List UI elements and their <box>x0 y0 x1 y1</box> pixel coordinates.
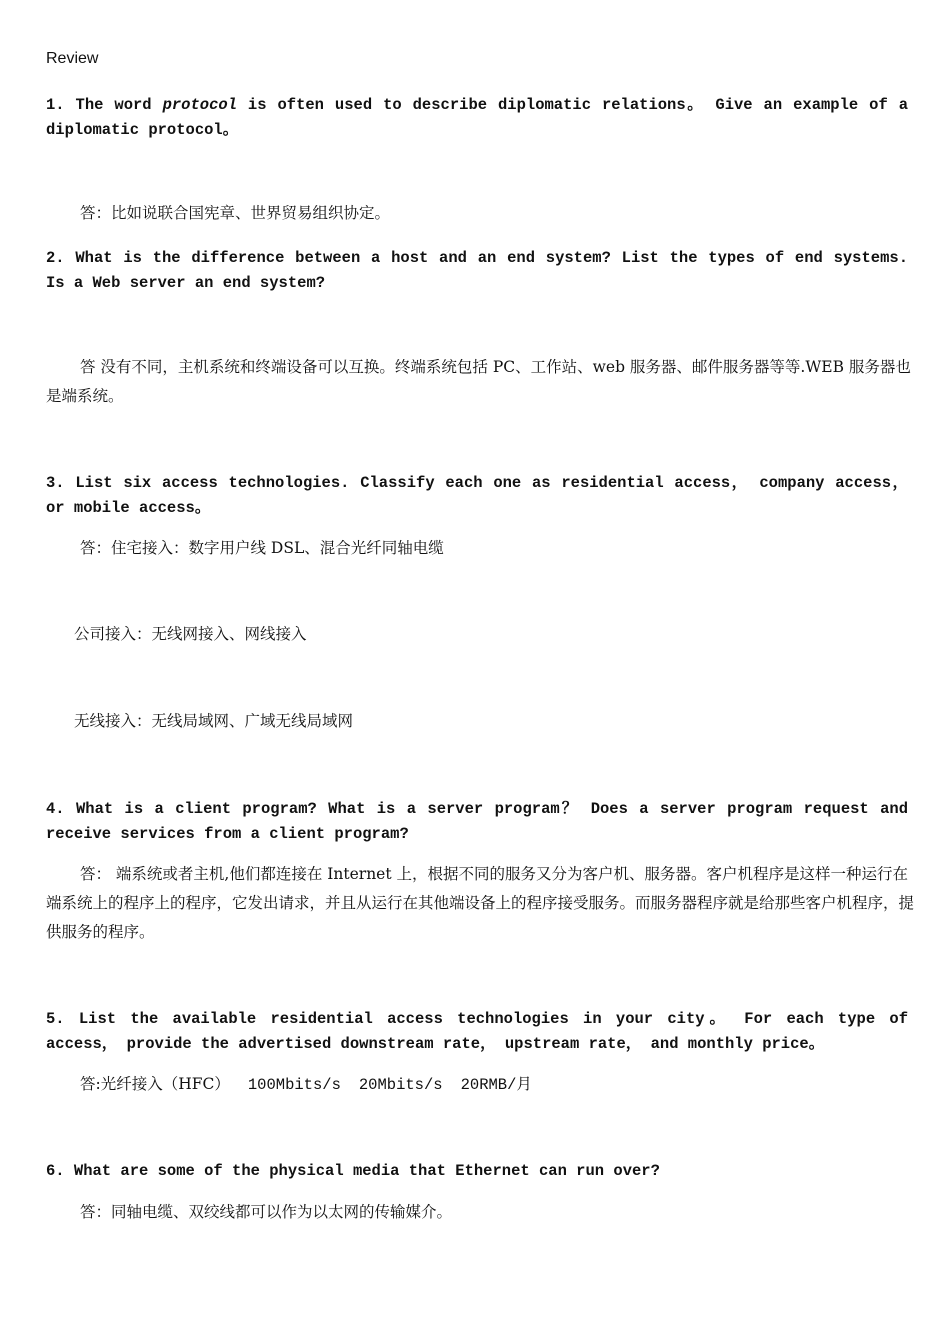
question-2: 2. What is the difference between a host and an end system? List the types of end systems. Is a Web server an end system? <box>46 249 908 292</box>
question-6: 6. What are some of the physical media that Ethernet can run over? <box>46 1162 660 1180</box>
question-3: 3. List six access technologies. Classify each one as residential access， company access， or mobile access。 <box>46 474 908 517</box>
answer-5-label: 答:光纤接入（HFC） <box>80 1075 230 1093</box>
answer-2: 答 没有不同，主机系统和终端设备可以互换。终端系统包括 PC、工作站、web 服务器、邮件服务器等等.WEB 服务器也是端系统。 <box>46 358 911 405</box>
question-1 <box>46 93 908 143</box>
question-5: 5. List the available residential access technologies in your city。 For each type of access， provide the advertised downstream rate， upstream rate， and monthly price。 <box>46 1010 908 1053</box>
answer-5-downstream: 100Mbits/s <box>247 1076 341 1094</box>
question-1-prefix: 1. The word <box>46 96 163 114</box>
answer-6: 答：同轴电缆、双绞线都可以作为以太网的传输媒介。 <box>80 1203 453 1221</box>
answer-1: 答：比如说联合国宪章、世界贸易组织协定。 <box>80 204 391 222</box>
answer-5-upstream: 20Mbits/s <box>358 1076 443 1094</box>
answer-3-company: 公司接入：无线网接入、网线接入 <box>74 625 307 643</box>
question-1-italic-term: protocol <box>162 96 237 114</box>
answer-3-mobile: 无线接入：无线局域网、广域无线局域网 <box>74 712 354 730</box>
question-4: 4. What is a client program? What is a server program？ Does a server program request and receive services from a client program? <box>46 800 908 843</box>
answer-5-price: 20RMB/月 <box>460 1076 532 1094</box>
answer-4: 答： 端系统或者主机,他们都连接在 Internet 上，根据不同的服务又分为客户机、服务器。客户机程序是这样一种运行在端系统上的程序上的程序，它发出请求，并且从运行在其他端设备上的程序接受服务。而服务器程序就是给那些客户机程序，提供服务的程序。 <box>46 865 915 941</box>
answer-3-residential: 答：住宅接入：数字用户线 DSL、混合光纤同轴电缆 <box>80 539 444 557</box>
question-1-suffix: is often used to describe diplomatic relations。 Give an example of a diplomatic protocol。 <box>46 96 908 139</box>
document-heading: Review <box>46 50 99 67</box>
answer-5 <box>46 1070 918 1100</box>
